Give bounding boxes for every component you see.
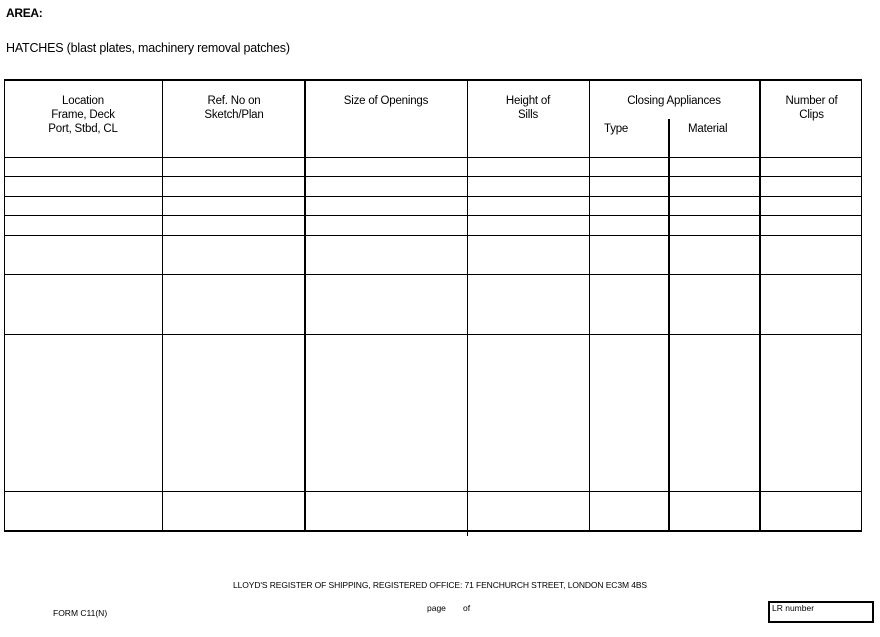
column-divider: [304, 81, 306, 530]
lr-number-label: LR number: [772, 603, 815, 613]
page-of-label: of: [463, 603, 471, 613]
column-header-closing-appliances: Closing Appliances: [627, 95, 721, 107]
area-label: AREA:: [6, 6, 43, 20]
column-header-size-of-openings: Size of Openings: [343, 95, 429, 107]
row-divider: [4, 176, 862, 177]
column-divider: [589, 81, 590, 530]
registered-office-footer: LLOYD'S REGISTER OF SHIPPING, REGISTERED OFFICE: 71 FENCHURCH STREET, LONDON EC3M 4BS: [233, 580, 647, 590]
row-divider: [4, 215, 862, 216]
subcolumn-header-material: Material: [688, 123, 728, 135]
lr-number-field[interactable]: [768, 601, 874, 623]
column-divider: [162, 81, 163, 530]
column-header-height-of-sills: Height of Sills: [505, 95, 551, 121]
page-label: page: [427, 603, 446, 613]
row-divider: [4, 491, 862, 492]
row-divider: [4, 157, 862, 158]
row-divider: [4, 274, 862, 275]
column-header-ref-no: Ref. No on Sketch/Plan: [204, 95, 264, 121]
column-divider: [467, 81, 468, 536]
column-header-location: Location Frame, Deck Port, Stbd, CL: [48, 95, 118, 135]
column-header-number-of-clips: Number of Clips: [785, 95, 838, 121]
row-divider: [4, 196, 862, 197]
table-left-border: [4, 81, 5, 530]
column-divider: [759, 81, 761, 530]
row-divider: [4, 235, 862, 236]
form-id: FORM C11(N): [53, 608, 108, 618]
section-title: HATCHES (blast plates, machinery removal patches): [6, 41, 290, 55]
row-divider: [4, 334, 862, 335]
subcolumn-divider: [668, 119, 670, 530]
hatches-table: [4, 79, 862, 532]
subcolumn-header-type: Type: [604, 123, 629, 135]
table-right-border: [861, 81, 862, 530]
